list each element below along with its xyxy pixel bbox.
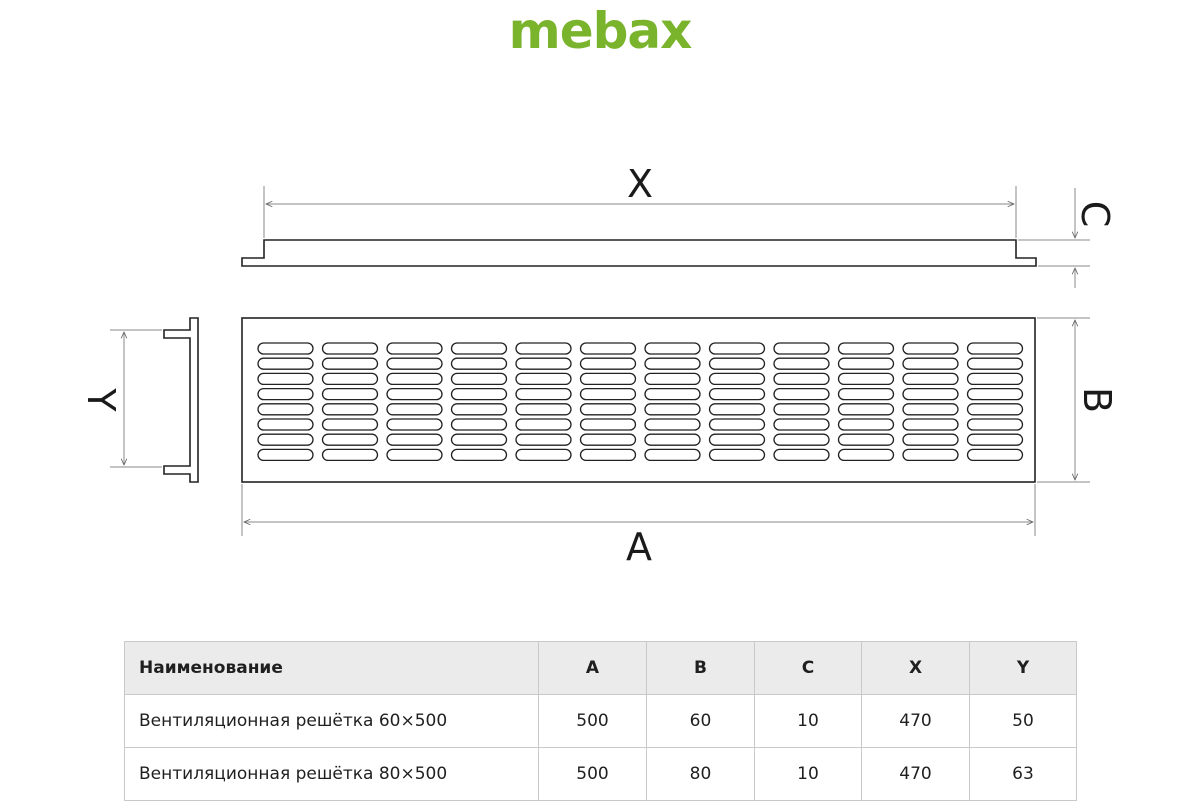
cell-c: 10 xyxy=(755,748,862,801)
vent-slot xyxy=(387,419,442,430)
cell-name: Вентиляционная решётка 80×500 xyxy=(125,748,539,801)
vent-slot xyxy=(516,449,571,460)
vent-slot xyxy=(258,419,313,430)
vent-slot xyxy=(258,358,313,369)
vent-slot xyxy=(710,358,765,369)
vent-slot xyxy=(516,434,571,445)
vent-slot xyxy=(710,343,765,354)
vent-slot xyxy=(387,404,442,415)
vent-slot xyxy=(516,358,571,369)
vent-slot xyxy=(839,389,894,400)
cell-b: 60 xyxy=(647,695,755,748)
brand-logo: mebax xyxy=(508,2,692,60)
header-c: C xyxy=(755,642,862,695)
vent-slot xyxy=(903,373,958,384)
vent-slot xyxy=(323,449,378,460)
vent-slot xyxy=(258,389,313,400)
header-b: B xyxy=(647,642,755,695)
vent-slot xyxy=(387,389,442,400)
vent-slot xyxy=(968,373,1023,384)
vent-slot xyxy=(581,449,636,460)
vent-slot xyxy=(581,389,636,400)
vent-slot xyxy=(387,373,442,384)
header-a: A xyxy=(539,642,647,695)
vent-slot xyxy=(774,434,829,445)
vent-slot xyxy=(387,449,442,460)
cell-a: 500 xyxy=(539,695,647,748)
vent-slot xyxy=(516,373,571,384)
vent-slot xyxy=(323,389,378,400)
vent-slot xyxy=(903,358,958,369)
vent-slot xyxy=(839,404,894,415)
vent-slot xyxy=(581,343,636,354)
vent-slot xyxy=(581,373,636,384)
vent-slot xyxy=(323,358,378,369)
a-dimension-label: A xyxy=(626,525,652,569)
vent-slot xyxy=(968,358,1023,369)
vent-slot xyxy=(774,419,829,430)
vent-slot xyxy=(839,434,894,445)
vent-slot xyxy=(645,404,700,415)
y-dimension-label: Y xyxy=(79,388,123,412)
vent-slot xyxy=(452,434,507,445)
vent-slot xyxy=(839,373,894,384)
cell-c: 10 xyxy=(755,695,862,748)
vent-slot xyxy=(968,419,1023,430)
vent-slot xyxy=(968,389,1023,400)
vent-slot xyxy=(839,419,894,430)
vent-slot xyxy=(645,434,700,445)
table-row xyxy=(125,695,1077,748)
vent-slot xyxy=(774,404,829,415)
vent-slot xyxy=(968,404,1023,415)
vent-slot xyxy=(452,343,507,354)
vent-slot xyxy=(903,404,958,415)
cell-b: 80 xyxy=(647,748,755,801)
vent-slot xyxy=(710,404,765,415)
vent-slot xyxy=(710,449,765,460)
vent-slot xyxy=(581,419,636,430)
b-dimension-label: B xyxy=(1075,386,1119,414)
vent-slot xyxy=(903,389,958,400)
vent-slot xyxy=(387,343,442,354)
vent-slot xyxy=(258,449,313,460)
vent-slot xyxy=(968,449,1023,460)
vent-slot xyxy=(903,343,958,354)
vent-slot xyxy=(581,404,636,415)
vent-slot xyxy=(839,449,894,460)
vent-slot xyxy=(323,343,378,354)
vent-slot xyxy=(710,419,765,430)
vent-slot xyxy=(903,434,958,445)
vent-slot xyxy=(968,343,1023,354)
vent-slot xyxy=(452,358,507,369)
cross-section-view xyxy=(79,318,198,482)
header-y: Y xyxy=(970,642,1077,695)
vent-slot xyxy=(968,434,1023,445)
vent-slot xyxy=(581,358,636,369)
vent-slot xyxy=(581,434,636,445)
specs-table xyxy=(124,641,1077,801)
cell-a: 500 xyxy=(539,748,647,801)
c-dimension-label: C xyxy=(1073,200,1117,228)
cell-y: 50 xyxy=(970,695,1077,748)
vent-slot xyxy=(452,404,507,415)
vent-slot xyxy=(452,419,507,430)
vent-slot xyxy=(387,358,442,369)
vent-slot xyxy=(774,358,829,369)
cell-x: 470 xyxy=(862,748,970,801)
vent-slot xyxy=(258,404,313,415)
vent-slot xyxy=(774,449,829,460)
vent-slot xyxy=(645,419,700,430)
vent-slot xyxy=(903,449,958,460)
x-dimension-label: X xyxy=(626,162,654,206)
vent-slot xyxy=(903,419,958,430)
vent-slot xyxy=(645,389,700,400)
vent-slot xyxy=(516,343,571,354)
vent-slot xyxy=(774,389,829,400)
vent-slot xyxy=(516,389,571,400)
vent-slot xyxy=(710,373,765,384)
vent-slot xyxy=(452,373,507,384)
vent-slot xyxy=(387,434,442,445)
cell-y: 63 xyxy=(970,748,1077,801)
vent-slot xyxy=(323,434,378,445)
vent-slot xyxy=(323,419,378,430)
vent-slot xyxy=(323,404,378,415)
slot-grid xyxy=(258,343,1023,460)
front-view xyxy=(242,318,1119,569)
profile-outline xyxy=(242,240,1036,266)
vent-slot xyxy=(710,389,765,400)
vent-slot xyxy=(710,434,765,445)
vent-slot xyxy=(839,343,894,354)
cell-x: 470 xyxy=(862,695,970,748)
vent-slot xyxy=(258,373,313,384)
vent-slot xyxy=(323,373,378,384)
table-row xyxy=(125,748,1077,801)
vent-slot xyxy=(774,343,829,354)
vent-slot xyxy=(645,373,700,384)
vent-slot xyxy=(645,358,700,369)
vent-slot xyxy=(258,434,313,445)
cell-name: Вентиляционная решётка 60×500 xyxy=(125,695,539,748)
vent-slot xyxy=(645,449,700,460)
vent-slot xyxy=(645,343,700,354)
vent-slot xyxy=(258,343,313,354)
side-profile-view xyxy=(242,162,1117,288)
vent-slot xyxy=(839,358,894,369)
header-name: Наименование xyxy=(125,642,539,695)
vent-slot xyxy=(452,449,507,460)
vent-slot xyxy=(774,373,829,384)
vent-slot xyxy=(516,419,571,430)
section-outline xyxy=(164,318,198,482)
header-x: X xyxy=(862,642,970,695)
vent-slot xyxy=(516,404,571,415)
table-header-row xyxy=(125,642,1077,695)
vent-slot xyxy=(452,389,507,400)
